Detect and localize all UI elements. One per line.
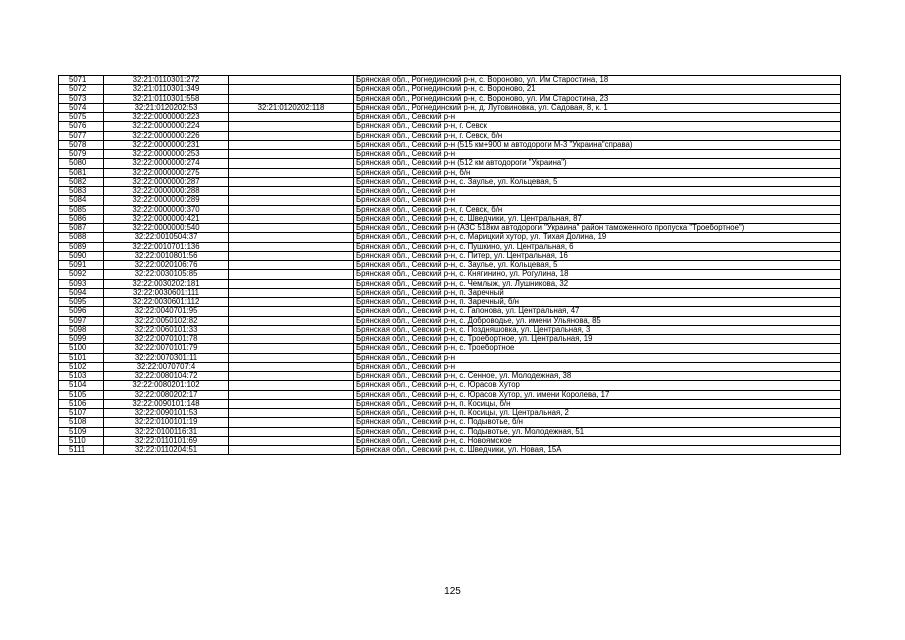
- row-number-cell: 5110: [59, 436, 104, 445]
- table-row: [59, 325, 841, 334]
- table-row: [59, 261, 841, 270]
- table-row: [59, 233, 841, 242]
- cadastral-number-cell: 32:22:0000000:288: [104, 187, 229, 196]
- previous-cadastral-number-cell: [229, 316, 354, 325]
- table-row: [59, 316, 841, 325]
- previous-cadastral-number-cell: [229, 76, 354, 85]
- table-row: [59, 390, 841, 399]
- address-cell: Брянская обл., Севский р-н, с. Подывотье, б/н: [354, 418, 841, 427]
- address-cell: Брянская обл., Севский р-н, с. Подывотье, ул. Молодежная, 51: [354, 427, 841, 436]
- cadastral-number-cell: 32:22:0000000:253: [104, 150, 229, 159]
- previous-cadastral-number-cell: [229, 381, 354, 390]
- address-cell: Брянская обл., Севский р-н, с. Шведчики, ул. Новая, 15А: [354, 446, 841, 455]
- previous-cadastral-number-cell: [229, 270, 354, 279]
- row-number-cell: 5078: [59, 140, 104, 149]
- cadastral-number-cell: 32:22:0080104:72: [104, 372, 229, 381]
- row-number-cell: 5072: [59, 85, 104, 94]
- previous-cadastral-number-cell: [229, 418, 354, 427]
- table-row: [59, 113, 841, 122]
- cadastral-number-cell: 32:22:0100116:31: [104, 427, 229, 436]
- cadastral-number-cell: 32:21:0120202:53: [104, 103, 229, 112]
- row-number-cell: 5077: [59, 131, 104, 140]
- table-body: [59, 76, 841, 455]
- row-number-cell: 5098: [59, 325, 104, 334]
- cadastral-number-cell: 32:22:0000000:274: [104, 159, 229, 168]
- row-number-cell: 5081: [59, 168, 104, 177]
- previous-cadastral-number-cell: [229, 150, 354, 159]
- cadastral-number-cell: 32:22:0050102:82: [104, 316, 229, 325]
- cadastral-number-cell: 32:22:0020106:76: [104, 261, 229, 270]
- row-number-cell: 5103: [59, 372, 104, 381]
- table-row: [59, 427, 841, 436]
- row-number-cell: 5075: [59, 113, 104, 122]
- table-row: [59, 353, 841, 362]
- row-number-cell: 5108: [59, 418, 104, 427]
- row-number-cell: 5087: [59, 224, 104, 233]
- previous-cadastral-number-cell: [229, 307, 354, 316]
- row-number-cell: 5096: [59, 307, 104, 316]
- address-cell: Брянская обл., Севский р-н, п. Заречный: [354, 288, 841, 297]
- row-number-cell: 5109: [59, 427, 104, 436]
- address-cell: Брянская обл., Севский р-н: [354, 362, 841, 371]
- row-number-cell: 5082: [59, 177, 104, 186]
- row-number-cell: 5101: [59, 353, 104, 362]
- table-row: [59, 446, 841, 455]
- table-row: [59, 150, 841, 159]
- cadastral-number-cell: 32:22:0010801:56: [104, 251, 229, 260]
- cadastral-number-cell: 32:22:0000000:223: [104, 113, 229, 122]
- previous-cadastral-number-cell: [229, 177, 354, 186]
- row-number-cell: 5088: [59, 233, 104, 242]
- table-row: [59, 307, 841, 316]
- table-row: [59, 214, 841, 223]
- cadastral-number-cell: 32:22:0030601:111: [104, 288, 229, 297]
- table-row: [59, 94, 841, 103]
- address-cell: Брянская обл., Рогнединский р-н, с. Вороново, ул. Им Старостина, 23: [354, 94, 841, 103]
- row-number-cell: 5086: [59, 214, 104, 223]
- table-row: [59, 298, 841, 307]
- cadastral-number-cell: 32:22:0030601:112: [104, 298, 229, 307]
- row-number-cell: 5100: [59, 344, 104, 353]
- cadastral-number-cell: 32:22:0100101:19: [104, 418, 229, 427]
- address-cell: Брянская обл., Севский р-н, п. Косицы, б/н: [354, 399, 841, 408]
- address-cell: Брянская обл., Севский р-н, с. Гапонова, ул. Центральная, 47: [354, 307, 841, 316]
- address-cell: Брянская обл., Рогнединский р-н, д. Лутовиновка, ул. Садовая, 8, к. 1: [354, 103, 841, 112]
- cadastral-number-cell: 32:22:0070101:79: [104, 344, 229, 353]
- previous-cadastral-number-cell: [229, 214, 354, 223]
- address-cell: Брянская обл., Севский р-н, с. Троебортное: [354, 344, 841, 353]
- cadastral-number-cell: 32:22:0090101:53: [104, 409, 229, 418]
- address-cell: Брянская обл., Севский р-н, г. Севск, б/н: [354, 131, 841, 140]
- table-row: [59, 418, 841, 427]
- previous-cadastral-number-cell: [229, 122, 354, 131]
- table-row: [59, 279, 841, 288]
- table-row: [59, 76, 841, 85]
- page-number: 125: [444, 586, 461, 597]
- cadastral-number-cell: 32:22:0080201:102: [104, 381, 229, 390]
- cadastral-number-cell: 32:22:0000000:231: [104, 140, 229, 149]
- row-number-cell: 5083: [59, 187, 104, 196]
- address-cell: Брянская обл., Севский р-н: [354, 196, 841, 205]
- row-number-cell: 5111: [59, 446, 104, 455]
- cadastral-number-cell: 32:22:0000000:370: [104, 205, 229, 214]
- address-cell: Брянская обл., Севский р-н, с. Заулье, ул. Кольцевая, 5: [354, 261, 841, 270]
- address-cell: Брянская обл., Севский р-н (АЗС 518км автодороги "Украина" район таможенного пропуска "Троебортное"): [354, 224, 841, 233]
- table-row: [59, 205, 841, 214]
- row-number-cell: 5093: [59, 279, 104, 288]
- address-cell: Брянская обл., Севский р-н, с. Чемлыж, ул. Лушникова, 32: [354, 279, 841, 288]
- row-number-cell: 5104: [59, 381, 104, 390]
- address-cell: Брянская обл., Севский р-н, г. Севск: [354, 122, 841, 131]
- address-cell: Брянская обл., Севский р-н (515 км+900 м автодороги М-3 "Украина"справа): [354, 140, 841, 149]
- table-row: [59, 436, 841, 445]
- cadastral-number-cell: 32:22:0010701:136: [104, 242, 229, 251]
- cadastral-number-cell: 32:22:0000000:289: [104, 196, 229, 205]
- cadastral-number-cell: 32:22:0000000:275: [104, 168, 229, 177]
- cadastral-number-cell: 32:21:0110301:349: [104, 85, 229, 94]
- previous-cadastral-number-cell: [229, 390, 354, 399]
- previous-cadastral-number-cell: [229, 85, 354, 94]
- previous-cadastral-number-cell: [229, 233, 354, 242]
- row-number-cell: 5105: [59, 390, 104, 399]
- cadastral-number-cell: 32:22:0070101:78: [104, 335, 229, 344]
- address-cell: Брянская обл., Севский р-н, с. Новоямское: [354, 436, 841, 445]
- previous-cadastral-number-cell: [229, 325, 354, 334]
- row-number-cell: 5071: [59, 76, 104, 85]
- cadastral-number-cell: 32:22:0060101:33: [104, 325, 229, 334]
- address-cell: Брянская обл., Севский р-н: [354, 353, 841, 362]
- address-cell: Брянская обл., Рогнединский р-н, с. Вороново, 21: [354, 85, 841, 94]
- table-row: [59, 85, 841, 94]
- previous-cadastral-number-cell: [229, 298, 354, 307]
- table-row: [59, 362, 841, 371]
- previous-cadastral-number-cell: [229, 446, 354, 455]
- row-number-cell: 5102: [59, 362, 104, 371]
- address-cell: Брянская обл., Севский р-н, с. Пушкино, ул. Центральная, 6: [354, 242, 841, 251]
- cadastral-number-cell: 32:22:0030202:181: [104, 279, 229, 288]
- previous-cadastral-number-cell: [229, 251, 354, 260]
- address-cell: Брянская обл., Рогнединский р-н, с. Вороново, ул. Им Старостина, 18: [354, 76, 841, 85]
- table-row: [59, 103, 841, 112]
- address-cell: Брянская обл., Севский р-н, с. Троебортное, ул. Центральная, 19: [354, 335, 841, 344]
- previous-cadastral-number-cell: [229, 131, 354, 140]
- table-row: [59, 288, 841, 297]
- row-number-cell: 5094: [59, 288, 104, 297]
- address-cell: Брянская обл., Севский р-н, с. Юрасов Хутор: [354, 381, 841, 390]
- table-row: [59, 140, 841, 149]
- previous-cadastral-number-cell: [229, 344, 354, 353]
- table-row: [59, 242, 841, 251]
- previous-cadastral-number-cell: [229, 113, 354, 122]
- previous-cadastral-number-cell: [229, 261, 354, 270]
- previous-cadastral-number-cell: [229, 436, 354, 445]
- previous-cadastral-number-cell: [229, 242, 354, 251]
- previous-cadastral-number-cell: [229, 94, 354, 103]
- table-row: [59, 122, 841, 131]
- address-cell: Брянская обл., Севский р-н, с. Заулье, ул. Кольцевая, 5: [354, 177, 841, 186]
- address-cell: Брянская обл., Севский р-н, п. Косицы, ул. Центральная, 2: [354, 409, 841, 418]
- row-number-cell: 5090: [59, 251, 104, 260]
- address-cell: Брянская обл., Севский р-н: [354, 187, 841, 196]
- previous-cadastral-number-cell: [229, 353, 354, 362]
- previous-cadastral-number-cell: [229, 168, 354, 177]
- previous-cadastral-number-cell: [229, 335, 354, 344]
- table-row: [59, 381, 841, 390]
- previous-cadastral-number-cell: [229, 159, 354, 168]
- previous-cadastral-number-cell: 32:21:0120202:118: [229, 103, 354, 112]
- address-cell: Брянская обл., Севский р-н, г. Севск, б/н: [354, 205, 841, 214]
- row-number-cell: 5099: [59, 335, 104, 344]
- table-row: [59, 196, 841, 205]
- row-number-cell: 5089: [59, 242, 104, 251]
- row-number-cell: 5085: [59, 205, 104, 214]
- table-row: [59, 187, 841, 196]
- cadastral-number-cell: 32:22:0000000:287: [104, 177, 229, 186]
- cadastral-number-cell: 32:21:0110301:272: [104, 76, 229, 85]
- address-cell: Брянская обл., Севский р-н, с. Шведчики, ул. Центральная, 87: [354, 214, 841, 223]
- address-cell: Брянская обл., Севский р-н: [354, 113, 841, 122]
- cadastral-number-cell: 32:22:0110204:51: [104, 446, 229, 455]
- table-row: [59, 177, 841, 186]
- cadastral-number-cell: 32:22:0000000:540: [104, 224, 229, 233]
- table-row: [59, 159, 841, 168]
- address-cell: Брянская обл., Севский р-н, с. Юрасов Хутор, ул. имени Королева, 17: [354, 390, 841, 399]
- address-cell: Брянская обл., Севский р-н, с. Доброводье, ул. имени Ульянова, 85: [354, 316, 841, 325]
- previous-cadastral-number-cell: [229, 196, 354, 205]
- cadastral-table: [58, 75, 841, 455]
- cadastral-number-cell: 32:22:0110101:69: [104, 436, 229, 445]
- previous-cadastral-number-cell: [229, 187, 354, 196]
- previous-cadastral-number-cell: [229, 409, 354, 418]
- table-row: [59, 168, 841, 177]
- previous-cadastral-number-cell: [229, 362, 354, 371]
- table-row: [59, 270, 841, 279]
- table-row: [59, 399, 841, 408]
- address-cell: Брянская обл., Севский р-н, с. Марицкий хутор, ул. Тихая Долина, 19: [354, 233, 841, 242]
- address-cell: Брянская обл., Севский р-н, п. Заречный, б/н: [354, 298, 841, 307]
- cadastral-number-cell: 32:22:0070301:11: [104, 353, 229, 362]
- cadastral-number-cell: 32:22:0000000:226: [104, 131, 229, 140]
- row-number-cell: 5080: [59, 159, 104, 168]
- row-number-cell: 5079: [59, 150, 104, 159]
- row-number-cell: 5074: [59, 103, 104, 112]
- table-row: [59, 372, 841, 381]
- previous-cadastral-number-cell: [229, 224, 354, 233]
- row-number-cell: 5092: [59, 270, 104, 279]
- row-number-cell: 5106: [59, 399, 104, 408]
- previous-cadastral-number-cell: [229, 427, 354, 436]
- address-cell: Брянская обл., Севский р-н, с. Сенное, ул. Молодежная, 38: [354, 372, 841, 381]
- cadastral-number-cell: 32:22:0070707:4: [104, 362, 229, 371]
- cadastral-number-cell: 32:22:0030105:85: [104, 270, 229, 279]
- previous-cadastral-number-cell: [229, 279, 354, 288]
- previous-cadastral-number-cell: [229, 372, 354, 381]
- address-cell: Брянская обл., Севский р-н (512 км автодороги "Украина"): [354, 159, 841, 168]
- table-row: [59, 409, 841, 418]
- previous-cadastral-number-cell: [229, 399, 354, 408]
- row-number-cell: 5097: [59, 316, 104, 325]
- previous-cadastral-number-cell: [229, 140, 354, 149]
- row-number-cell: 5073: [59, 94, 104, 103]
- cadastral-number-cell: 32:22:0010504:37: [104, 233, 229, 242]
- address-cell: Брянская обл., Севский р-н, с. Поздняшовка, ул. Центральная, 3: [354, 325, 841, 334]
- cadastral-number-cell: 32:22:0090101:148: [104, 399, 229, 408]
- previous-cadastral-number-cell: [229, 205, 354, 214]
- table-row: [59, 335, 841, 344]
- row-number-cell: 5107: [59, 409, 104, 418]
- row-number-cell: 5091: [59, 261, 104, 270]
- table-row: [59, 224, 841, 233]
- cadastral-number-cell: 32:22:0040701:95: [104, 307, 229, 316]
- row-number-cell: 5095: [59, 298, 104, 307]
- address-cell: Брянская обл., Севский р-н, с. Питер, ул. Центральная, 16: [354, 251, 841, 260]
- cadastral-number-cell: 32:22:0000000:224: [104, 122, 229, 131]
- row-number-cell: 5076: [59, 122, 104, 131]
- address-cell: Брянская обл., Севский р-н, б/н: [354, 168, 841, 177]
- table-row: [59, 131, 841, 140]
- table-row: [59, 251, 841, 260]
- address-cell: Брянская обл., Севский р-н, с. Княгинино, ул. Рогулина, 18: [354, 270, 841, 279]
- row-number-cell: 5084: [59, 196, 104, 205]
- cadastral-number-cell: 32:22:0000000:421: [104, 214, 229, 223]
- table-row: [59, 344, 841, 353]
- previous-cadastral-number-cell: [229, 288, 354, 297]
- cadastral-number-cell: 32:21:0110301:558: [104, 94, 229, 103]
- address-cell: Брянская обл., Севский р-н: [354, 150, 841, 159]
- cadastral-number-cell: 32:22:0080202:17: [104, 390, 229, 399]
